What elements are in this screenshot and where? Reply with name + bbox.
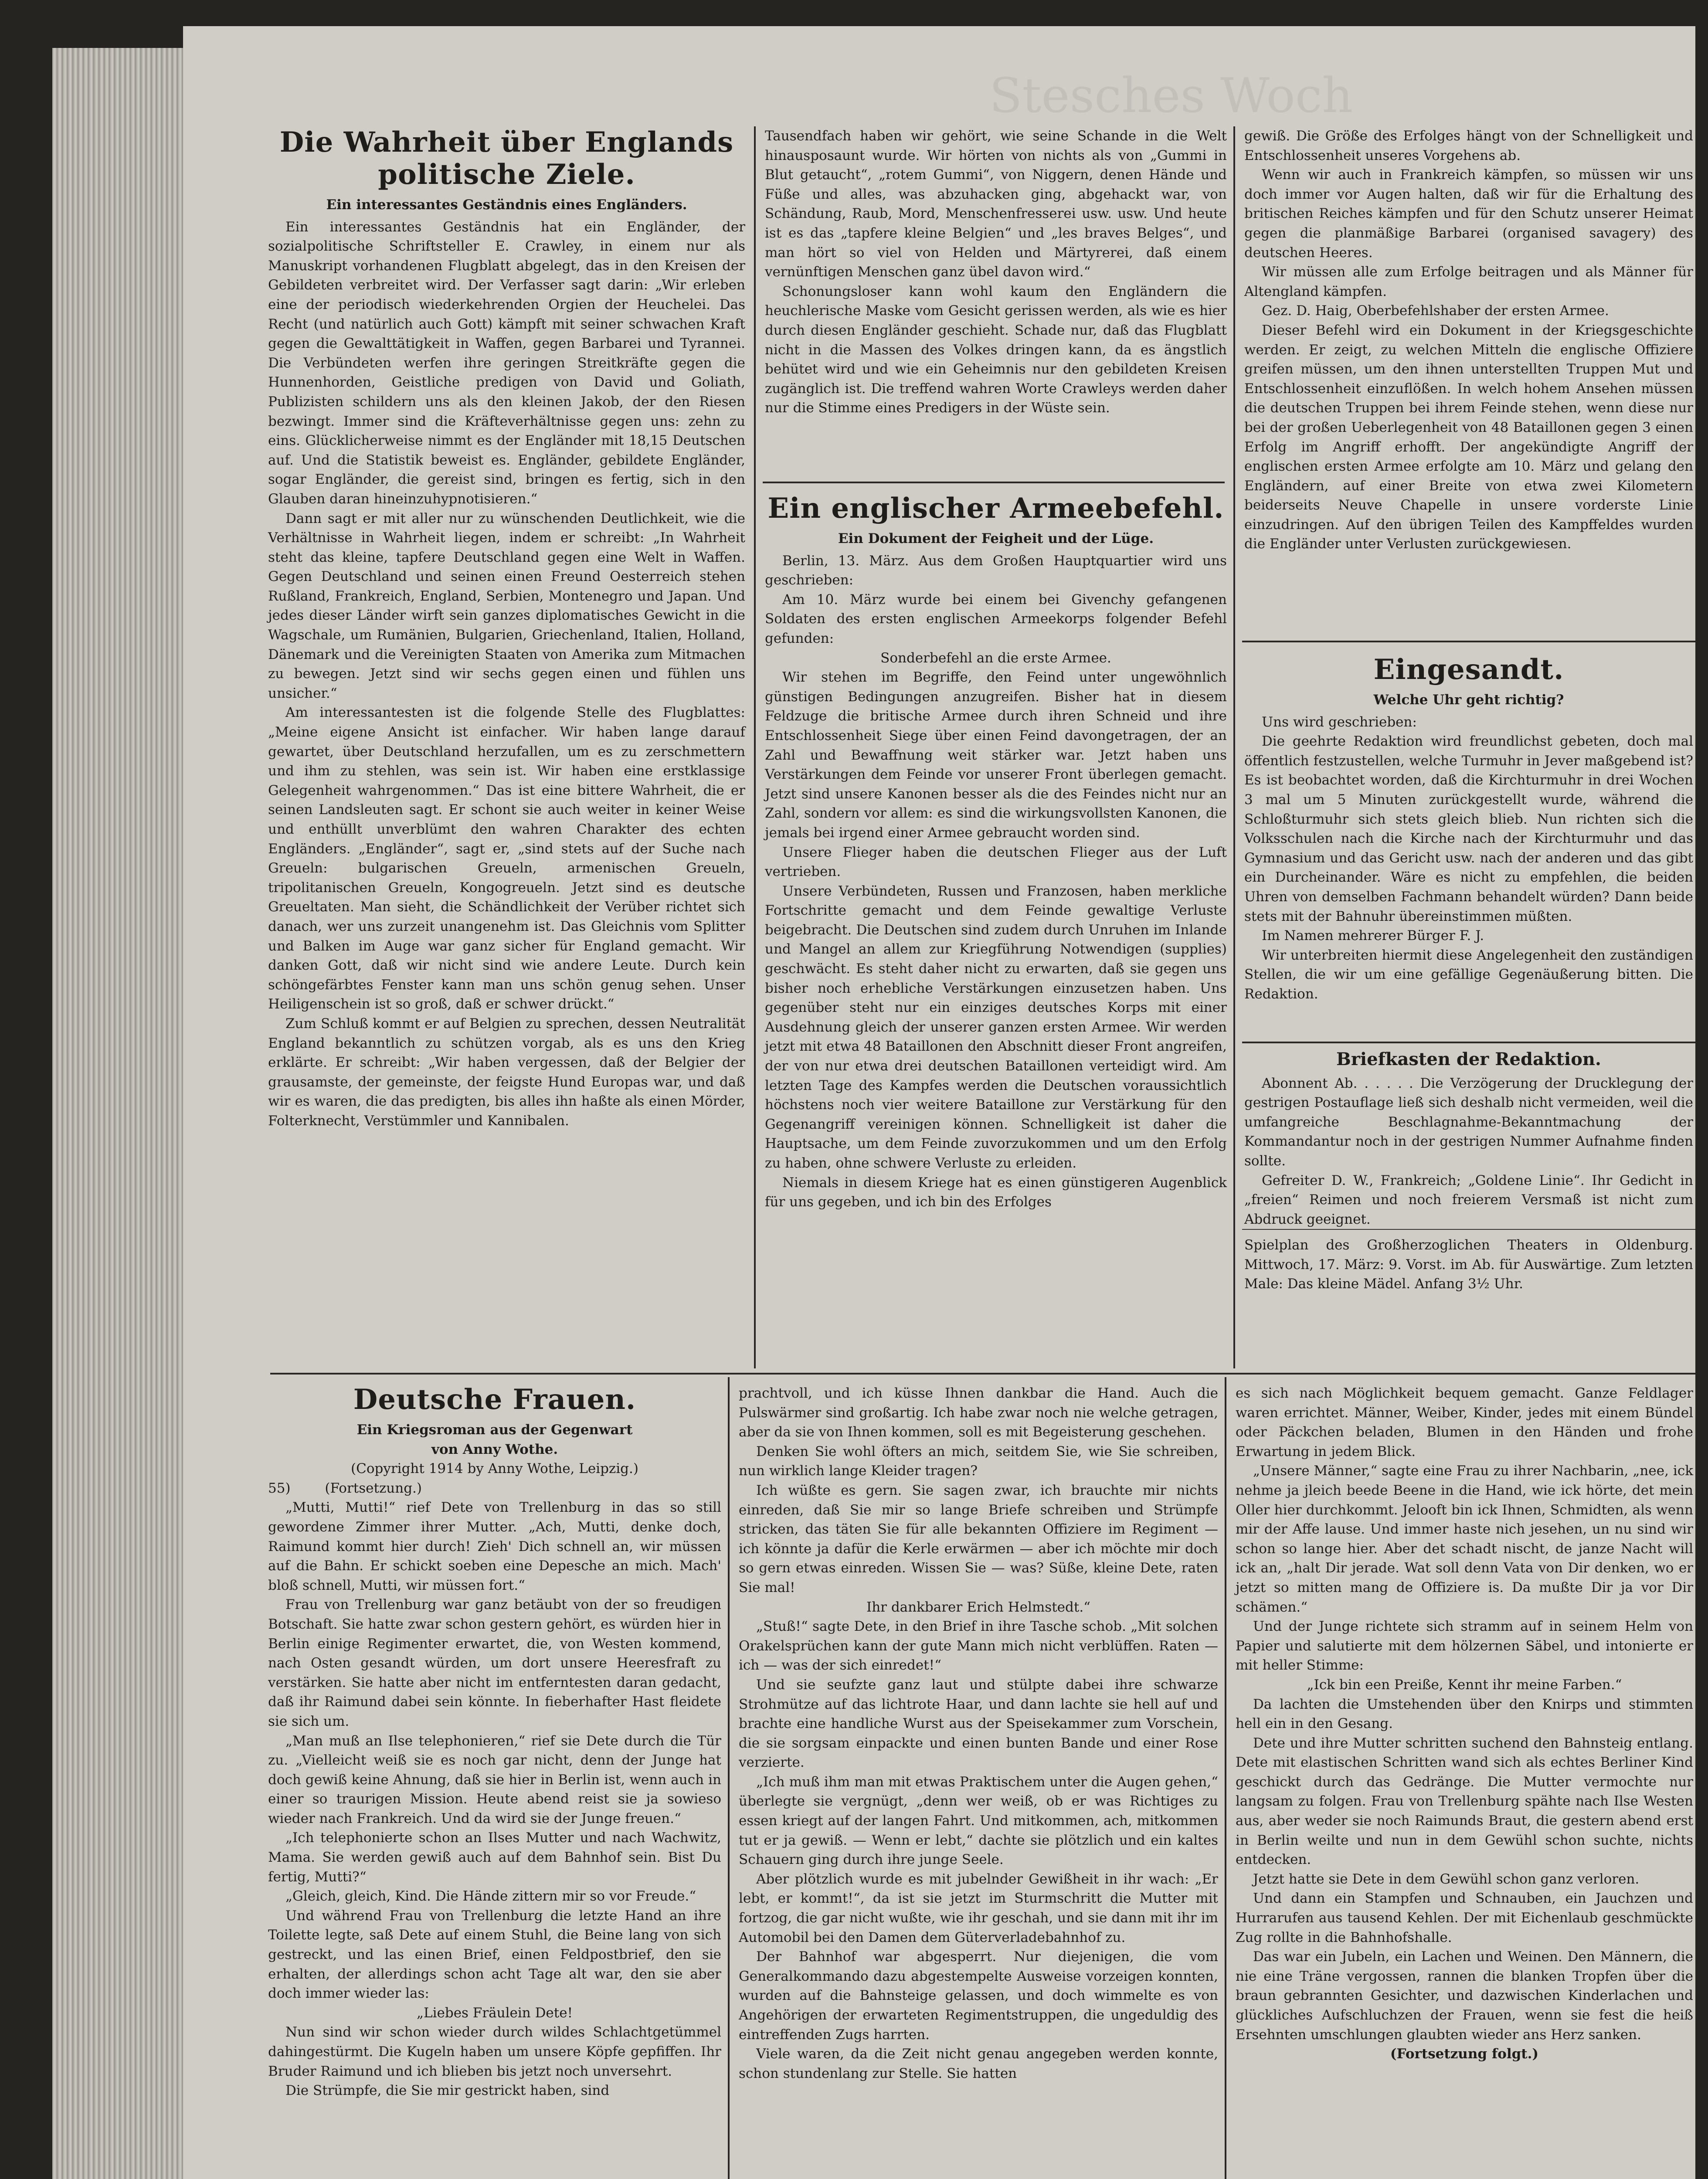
novel-paragraph: Da lachten die Umstehenden über den Knirps und stimmten hell ein in den Gesang.	[1236, 1696, 1693, 1732]
article-paragraph: Schonungsloser kann wohl kaum den Engländern die heuchlerische Maske vom Gesicht gerissen werden, als wie es hier durch diesen Engländer geschieht. Schade nur, daß das Flugblatt nicht in die Massen des Volkes dringen kann, da es ängstlich behütet wird und wie ein Geheimnis nur den gebildeten Kreisen zugänglich ist. Die treffend wahren Worte Crawleys werden daher nur die Stimme eines Predigers in der Wüste sein.	[765, 283, 1227, 416]
novel-paragraph: Aber plötzlich wurde es mit jubelnder Gewißheit in ihr wach: „Er lebt, er kommt!“, da ist sie jetzt im Sturmschritt die Mutter mit fortzog, die gar nicht wußte, wie ihr geschah, und sie dann mit ihr im Automobil bei den Damen dem Güterverladebahnhof zu.	[739, 1871, 1218, 1945]
article-headline: Die Wahrheit über Englands politische Ziele.	[279, 126, 734, 191]
novel-paragraph: „Stuß!“ sagte Dete, in den Brief in ihre Tasche schob. „Mit solchen Orakelsprüchen kann der gute Mann mich nicht verblüffen. Raten — ich — was der sich einredet!“	[739, 1619, 1218, 1673]
novel-paragraph: „Gleich, gleich, Kind. Die Hände zittern mir so vor Freude.“	[285, 1888, 696, 1904]
novel-paragraph: Ihr dankbarer Erich Helmstedt.“	[866, 1599, 1091, 1615]
briefkasten-section	[1244, 1048, 1693, 1229]
novel-installment	[268, 1479, 721, 1498]
novel-paragraph: Denken Sie wohl öfters an mich, seitdem Sie, wie Sie schreiben, nun wirklich lange Kleider tragen?	[739, 1443, 1218, 1479]
article-paragraph: Berlin, 13. März. Aus dem Großen Hauptquartier wird uns geschrieben:	[765, 553, 1227, 588]
continued-label: (Fortsetzung.)	[325, 1480, 422, 1496]
article-paragraph: Dann sagt er mit aller nur zu wünschenden Deutlichkeit, wie die Verhältnisse in Wahrheit liegen, indem er schreibt: „In Wahrheit steht das kleine, tapfere Deutschland gegen eine Welt in Waffen. Gegen Deutschland und seinen einen Freund Oesterreich stehen Rußland, Frankreich, England, Serbien, Montenegro und Japan. Und jedes dieser Länder wirft sein ganzes diplomatisches Gewicht in die Wagschale, um Rumänien, Bulgarien, Griechenland, Italien, Holland, Dänemark und die Vereinigten Staaten von Amerika zum Mitmachen zu bewegen. Jetzt sind wir sechs gegen einen und fühlen uns unsicher.“	[268, 510, 745, 701]
novel-paragraph: Und dann ein Stampfen und Schnauben, ein Jauchzen und Hurrarufen aus tausend Kehlen. Der mit Eichenlaub geschmückte Zug rollte in die Bahnhofshalle.	[1236, 1891, 1693, 1945]
article-divider	[763, 482, 1225, 483]
novel-paragraph: Dete und ihre Mutter schritten suchend den Bahnsteig entlang. Dete mit elastischen Schritten wand sich als echtes Berliner Kind geschickt durch das Gedränge. Die Mutter vermochte nur langsam zu folgen. Frau von Trellenburg spähte nach Ilse Westen aus, aber weder sie noch Raimunds Braut, die gestern abend erst in Berlin weilte und nun in dem Gewühl schon suchte, nichts entdecken.	[1236, 1735, 1693, 1868]
article-armeebefehl-continuation	[1244, 126, 1693, 554]
novel-paragraph: prachtvoll, und ich küsse Ihnen dankbar die Hand. Auch die Pulswärmer sind großartig. Ich habe zwar noch nie welche getragen, aber da sie von Ihnen kommen, soll es mit Begeisterung geschehen.	[739, 1385, 1218, 1440]
novel-paragraph: „Man muß an Ilse telephonieren,“ rief sie Dete durch die Tür zu. „Vielleicht weiß sie es noch gar nicht, denn der Junge hat doch gewiß keine Ahnung, daß sie hier in Berlin ist, wenn auch in einer so traurigen Mission. Heute abend reist sie ja sowieso wieder nach Frankreich. Und da wird sie der Junge freuen.“	[268, 1733, 721, 1826]
spielplan-text: Spielplan des Großherzoglichen Theaters in Oldenburg. Mittwoch, 17. März: 9. Vorst. im Ab. für Auswärtige. Zum letzten Male: Das kleine Mädel. Anfang 3½ Uhr.	[1244, 1237, 1693, 1292]
signature: Gez. D. Haig, Oberbefehlshaber der ersten Armee.	[1262, 303, 1609, 319]
novel-headline: Deutsche Frauen.	[353, 1383, 636, 1416]
article-divider	[1242, 641, 1695, 642]
novel-paragraph: „Liebes Fräulein Dete!	[416, 2005, 573, 2021]
novel-paragraph: Viele waren, da die Zeit nicht genau angegeben werden konnte, schon stundenlang zur Stelle. Sie hatten	[739, 2046, 1218, 2081]
novel-copyright: (Copyright 1914 by Anny Wothe, Leipzig.)	[351, 1461, 638, 1477]
article-subheadline: Ein Dokument der Feigheit und der Lüge.	[838, 531, 1154, 546]
section-subheadline: Welche Uhr geht richtig?	[1373, 692, 1564, 708]
novel-song: „Ick bin een Preiße, Kennt ihr meine Farben.“	[1307, 1677, 1622, 1693]
novel-paragraph: es sich nach Möglichkeit bequem gemacht. Ganze Feldlager waren errichtet. Männer, Weiber, Kinder, jedes mit einem Bündel oder Päckchen beladen, Blumen in den Händen und frohe Erwartung in jedem Blick.	[1236, 1385, 1693, 1459]
article-paragraph: gewiß. Die Größe des Erfolges hängt von der Schnelligkeit und Entschlossenheit unseres Vorgehens ab.	[1244, 128, 1693, 163]
article-continuation-column	[765, 126, 1227, 418]
novel-paragraph: Der Bahnhof war abgesperrt. Nur diejenigen, die vom Generalkommando dazu abgestempelte Ausweise vorzeigen konnten, wurden auf die Bahnsteige gelassen, und doch wimmelte es von Angehörigen der erwarteten Regimentstruppen, die ungeduldig des eintreffenden Zugs harrten.	[739, 1949, 1218, 2043]
novel-column-1	[268, 1384, 721, 2101]
novel-paragraph: Nun sind wir schon wieder durch wildes Schlachtgetümmel dahingestürmt. Die Kugeln haben um unsere Köpfe gepfiffen. Ihr Bruder Raimund und ich blieben bis jetzt noch unversehrt.	[268, 2024, 721, 2079]
section-headline: Briefkasten der Redaktion.	[1336, 1049, 1601, 1069]
order-title: Sonderbefehl an die erste Armee.	[880, 650, 1111, 666]
novel-paragraph: „Ich telephonierte schon an Ilses Mutter und nach Wachwitz, Mama. Sie werden gewiß auch auf dem Bahnhof sein. Bist Du fertig, Mutti?“	[268, 1830, 721, 1885]
section-paragraph: Uns wird geschrieben:	[1262, 714, 1417, 730]
novel-paragraph: „Ich muß ihm man mit etwas Praktischem unter die Augen gehen,“ überlegte sie vergnügt, „denn wer weiß, ob er was Richtiges zu essen kriegt auf der langen Fahrt. Und mitkommen, ach, mitkommen tut er ja gewiß. — Wenn er lebt,“ dachte sie plötzlich und ein kaltes Schauern ging durch ihre junge Seele.	[739, 1774, 1218, 1868]
to-be-continued: (Fortsetzung folgt.)	[1390, 2046, 1539, 2062]
novel-paragraph: Und während Frau von Trellenburg die letzte Hand an ihre Toilette legte, saß Dete auf einem Stuhl, die Beine lang von sich gestreckt, und las einen Brief, einen Feldpostbrief, den sie erhalten, der allerdings schon acht Tage alt war, den sie aber doch immer wieder las:	[268, 1907, 721, 2002]
novel-paragraph: Und sie seufzte ganz laut und stülpte dabei ihre schwarze Strohmütze auf das lichtrote Haar, und dann lachte sie hell auf und brachte eine handliche Wurst aus der Speisekammer zum Vorschein, die sie sorgsam einpackte und einen bunten Bande und einer Rose verzierte.	[739, 1677, 1218, 1771]
spielplan-section	[1244, 1235, 1693, 1294]
novel-paragraph: Die Strümpfe, die Sie mir gestrickt haben, sind	[285, 2083, 610, 2099]
novel-paragraph: „Mutti, Mutti!“ rief Dete von Trellenburg in das so still gewordene Zimmer ihrer Mutter. „Ach, Mutti, denke doch, Raimund kommt hier durch! Zieh' Dich schnell an, wir müssen auf die Bahn. Er schickt soeben eine Depesche an mich. Mach' bloß schnell, Mutti, wir müssen fort.“	[268, 1500, 721, 1593]
article-paragraph: Unsere Verbündeten, Russen und Franzosen, haben merkliche Fortschritte gemacht und dem Feinde gewaltige Verluste beigebracht. Die Deutschen sind zudem durch Unruhen im Inlande und Mangel an allem zur Kriegführung Notwendigen (supplies) geschwächt. Es steht daher nicht zu erwarten, daß sie gegen uns bisher noch erhebliche Verstärkungen einzusetzen haben. Uns gegenüber steht nur ein einziges deutsches Korps mit einer Ausdehnung gleich der unserer ganzen ersten Armee. Wir werden jetzt mit etwa 48 Bataillonen den Abschnitt dieser Front angreifen, der von nur etwa drei deutschen Bataillonen verteidigt wird. Am letzten Tage des Kampfes werden die Deutschen voraussichtlich höchstens noch vier weitere Bataillone zur Verstärkung für den Gegenangriff vereinigen können. Schnelligkeit ist daher die Hauptsache, um dem Feinde zuvorzukommen und um den Erfolg zu haben, ohne schwere Verluste zu erleiden.	[765, 883, 1227, 1171]
section-paragraph: Wir unterbreiten hiermit diese Angelegenheit den zuständigen Stellen, die wir um eine gefällige Gegenäußerung bitten. Die Redaktion.	[1244, 947, 1693, 1002]
column-rule	[728, 1377, 730, 2179]
section-paragraph: Die geehrte Redaktion wird freundlichst gebeten, doch mal öffentlich festzustellen, welche Turmuhr in Jever maßgebend ist? Es ist beobachtet worden, daß die Kirchturmuhr in drei Wochen 3 mal um 5 Minuten zurückgestellt wurde, während die Schloßturmuhr sich stets gleich blieb. Nun richten sich die Volksschulen nach die Kirche nach der Kirchturmuhr und das Gymnasium und das Gericht usw. nach der anderen und das gibt ein Durcheinander. Wäre es nicht zu empfehlen, die beiden Uhren von demselben Fachmann behandelt würden? Dann beide stets mit der Bahnuhr übereinstimmen müßten.	[1244, 733, 1693, 924]
novel-paragraph: Jetzt hatte sie Dete in dem Gewühl schon ganz verloren.	[1253, 1871, 1640, 1887]
novel-column-3	[1236, 1384, 1693, 2064]
column-rule	[1225, 1377, 1226, 2179]
installment-number: 55)	[268, 1480, 291, 1496]
article-paragraph: Wir stehen im Begriffe, den Feind unter ungewöhnlich günstigen Bedingungen anzugreifen. Bisher hat in diesem Feldzuge die britische Armee durch ihren Schneid und ihre Entschlossenheit Siege über einen Feind davongetragen, der an Zahl und Bewaffnung weit stärker war. Jetzt haben uns Verstärkungen dem Feinde vor unserer Front überlegen gemacht. Jetzt sind unsere Kanonen besser als die des Feindes nicht nur an Zahl, sondern vor allem: es sind die wirkungsvollsten Kanonen, die jemals bei irgend einer Armee gebraucht worden sind.	[765, 669, 1227, 841]
eingesandt-section	[1244, 654, 1693, 1004]
newspaper-page	[183, 26, 1695, 2179]
article-england-column	[268, 126, 745, 1131]
faded-masthead: Stesches Woch	[989, 68, 1353, 123]
article-paragraph: Wir müssen alle zum Erfolge beitragen und als Männer für Altengland kämpfen.	[1244, 264, 1693, 299]
novel-column-2	[739, 1384, 1218, 2083]
article-paragraph: Am 10. März wurde bei einem bei Givenchy gefangenen Soldaten des ersten englischen Armeekorps folgender Befehl gefunden:	[765, 591, 1227, 646]
novel-subtitle: Ein Kriegsroman aus der Gegenwart	[357, 1422, 633, 1438]
article-headline: Ein englischer Armeebefehl.	[767, 492, 1224, 525]
article-armeebefehl	[765, 492, 1227, 1212]
article-paragraph: Dieser Befehl wird ein Dokument in der Kriegsgeschichte werden. Er zeigt, zu welchen Mitteln die englische Offiziere greifen müssen, um den ihnen unterstellten Truppen Mut und Entschlossenheit einzuflößen. In welch hohem Ansehen müssen die deutschen Truppen bei ihrem Feinde stehen, wenn diese nur bei der großen Ueberlegenheit von 48 Bataillonen gegen 3 einen Erfolg im Angriff erhofft. Der angekündigte Angriff der englischen ersten Armee erfolgte am 10. März und gelang den Engländern, auf einer Breite von etwa zwei Kilometern beiderseits Neuve Chapelle in unsere vorderste Linie einzudringen. Auf den übrigen Teilen des Kampffeldes wurden die Engländer unter Verlusten zurückgewiesen.	[1244, 322, 1693, 552]
column-rule	[754, 126, 756, 1368]
novel-paragraph: Ich wüßte es gern. Sie sagen zwar, ich brauchte mir nichts einreden, daß Sie mir so lange Briefe schreiben und Strümpfe stricken, das täten Sie für alle bekannten Offiziere im Regiment — ich könnte ja dafür die Kerle erwärmen — aber ich möchte mir doch so gern etwas einreden. Wissen Sie — was? Süße, kleine Dete, raten Sie mal!	[739, 1482, 1218, 1595]
article-paragraph: Niemals in diesem Kriege hat es einen günstigeren Augenblick für uns gegeben, und ich bin des Erfolges	[765, 1174, 1227, 1210]
novel-paragraph: „Unsere Männer,“ sagte eine Frau zu ihrer Nachbarin, „nee, ick nehme ja jleich beede Beene in die Hand, wie ick hörte, det mein Oller hier durchkommt. Jelooft bin ick Ihnen, Schmidten, als wenn mir der Affe lause. Und immer haste nich jesehen, un nu sind wir schon so lange hier. Aber det schadt nischt, de janze Nacht will ick an, „halt Dir jerade. Wat soll denn Vata von Dir denken, wo er jetzt so mitten mang de Offiziere is. Da mußte Dir ja vor Dir schämen.“	[1236, 1463, 1693, 1615]
column-rule	[1233, 126, 1235, 1368]
article-paragraph: Am interessantesten ist die folgende Stelle des Flugblattes: „Meine eigene Ansicht ist einfacher. Wir haben lange darauf gewartet, über Deutschland herzufallen, um es zu zerschmettern und ihm zu stehlen, was sein ist. Wir haben eine erstklassige Gelegenheit wahrgenommen.“ Das ist eine bittere Wahrheit, die er seinen Landsleuten sagt. Er schont sie auch weiter in keiner Weise und enthüllt unverblümt den wahren Charakter des echten Engländers. „Engländer“, sagt er, „sind stets auf der Suche nach Greueln: bulgarischen Greueln, armenischen Greueln, tripolitanischen Greueln, Kongogreueln. Jetzt sind es deutsche Greueltaten. Man sieht, die Schändlichkeit der Verüber richtet sich danach, wer uns zurzeit unangenehm ist. Das Gleichnis vom Splitter und Balken im Auge war ganz sicher für England gemacht. Wir danken Gott, daß wir nicht sind wie andere Leute. Durch kein schöngefärbtes Fenster kann man uns schön genug sehen. Unser Heiligenschein ist so groß, daß er schwer drückt.“	[268, 705, 745, 1012]
section-headline: Eingesandt.	[1373, 653, 1564, 686]
article-subheadline: Ein interessantes Geständnis eines Engländers.	[326, 197, 687, 213]
article-paragraph: Ein interessantes Geständnis hat ein Engländer, der sozialpolitische Schriftsteller E. Crawley, in einem nur als Manuskript vorhandenen Flugblatt abgelegt, das in den Kreisen der Gebildeten verbreitet wird. Der Verfasser sagt darin: „Wir erleben eine der periodisch wiederkehrenden Orgien der Heuchelei. Das Recht (und natürlich auch Gott) kämpft mit seiner schwachen Kraft gegen die Gewalttätigkeit in Waffen, gegen Barbarei und Tyrannei. Die Verbündeten werfen ihre geringen Streitkräfte gegen die Hunnenhorden, Geistliche predigen von David und Goliath, Publizisten schildern uns als den kleinen Jakob, der den Riesen bezwingt. Immer sind die Kräfteverhältnisse gegen uns: zehn zu eins. Glücklicherweise nimmt es der Engländer mit 18,15 Deutschen auf. Und die Statistik beweist es. Engländer, gebildete Engländer, sogar Engländer, die gereist sind, bringen es fertig, sich in den Glauben daran hineinzuhypnotisieren.“	[268, 219, 745, 507]
article-paragraph: Unsere Flieger haben die deutschen Flieger aus der Luft vertrieben.	[765, 844, 1227, 880]
novel-paragraph: Und der Junge richtete sich stramm auf in seinem Helm von Papier und salutierte mit dem hölzernen Säbel, und intonierte er mit heller Stimme:	[1236, 1619, 1693, 1673]
section-paragraph: Gefreiter D. W., Frankreich; „Goldene Linie“. Ihr Gedicht in „freien“ Reimen und noch freierem Versmaß ist nicht zum Abdruck geeignet.	[1244, 1172, 1693, 1227]
novel-paragraph: Das war ein Jubeln, ein Lachen und Weinen. Den Männern, die nie eine Träne vergossen, rannen die blanken Tropfen über die braun gebrannten Gesichter, und dazwischen Kinderlachen und glückliches Aufschluchzen der Frauen, wenn sie fest die heiß Ersehnten umschlungen glaubten wieder ans Herz sanken.	[1236, 1949, 1693, 2043]
article-paragraph: Zum Schluß kommt er auf Belgien zu sprechen, dessen Neutralität England bekanntlich zu schützen vorgab, als es uns den Krieg erklärte. Er schreibt: „Wir haben vergessen, daß der Belgier der grausamste, der gemeinste, der feigste Hund Europas war, und daß wir es waren, die das predigten, bis alles ihn haßte als einen Mörder, Folterknecht, Verstümmler und Kannibalen.	[268, 1015, 745, 1129]
feuilleton-divider	[270, 1373, 1695, 1375]
article-divider	[1242, 1042, 1695, 1043]
novel-paragraph: Frau von Trellenburg war ganz betäubt von der so freudigen Botschaft. Sie hatte zwar schon gestern gehört, es würden hier in Berlin einige Regimenter erwartet, die, von Westen kommend, nach Osten gesandt würden, um dort unsere Heeresfraft zu verstärken. Sie hatte aber nicht im entferntesten daran gedacht, daß ihr Raimund dabei sein könnte. In fieberhafter Hast fleidete sie sich um.	[268, 1597, 721, 1729]
section-signature: Im Namen mehrerer Bürger F. J.	[1262, 928, 1484, 944]
article-paragraph: Wenn wir auch in Frankreich kämpfen, so müssen wir uns doch immer vor Augen halten, daß wir für die Erhaltung des britischen Reiches kämpfen und für den Schutz unserer Heimat gegen die planmäßige Barbarei (organised savagery) des deutschen Heeres.	[1244, 167, 1693, 261]
article-paragraph: Tausendfach haben wir gehört, wie seine Schande in die Welt hinausposaunt wurde. Wir hörten von nichts als von „Gummi in Blut getaucht“, „rotem Gummi“, von Niggern, denen Hände und Füße und alles, was abzuhacken ging, abgehackt war, von Schändung, Raub, Mord, Menschenfresserei usw. usw. Und heute ist es das „tapfere kleine Belgien“ und „les braves Belges“, und man hört so viel von Helden und Märtyrerei, daß einem vernünftigen Menschen ganz übel davon wird.“	[765, 128, 1227, 280]
section-paragraph: Abonnent Ab. . . . . . Die Verzögerung der Drucklegung der gestrigen Postauflage ließ sich deshalb nicht vermeiden, weil die umfangreiche Beschlagnahme-Bekanntmachung der Kommandantur noch in der gestrigen Nummer Aufnahme finden sollte.	[1244, 1075, 1693, 1169]
novel-author: von Anny Wothe.	[431, 1441, 558, 1457]
